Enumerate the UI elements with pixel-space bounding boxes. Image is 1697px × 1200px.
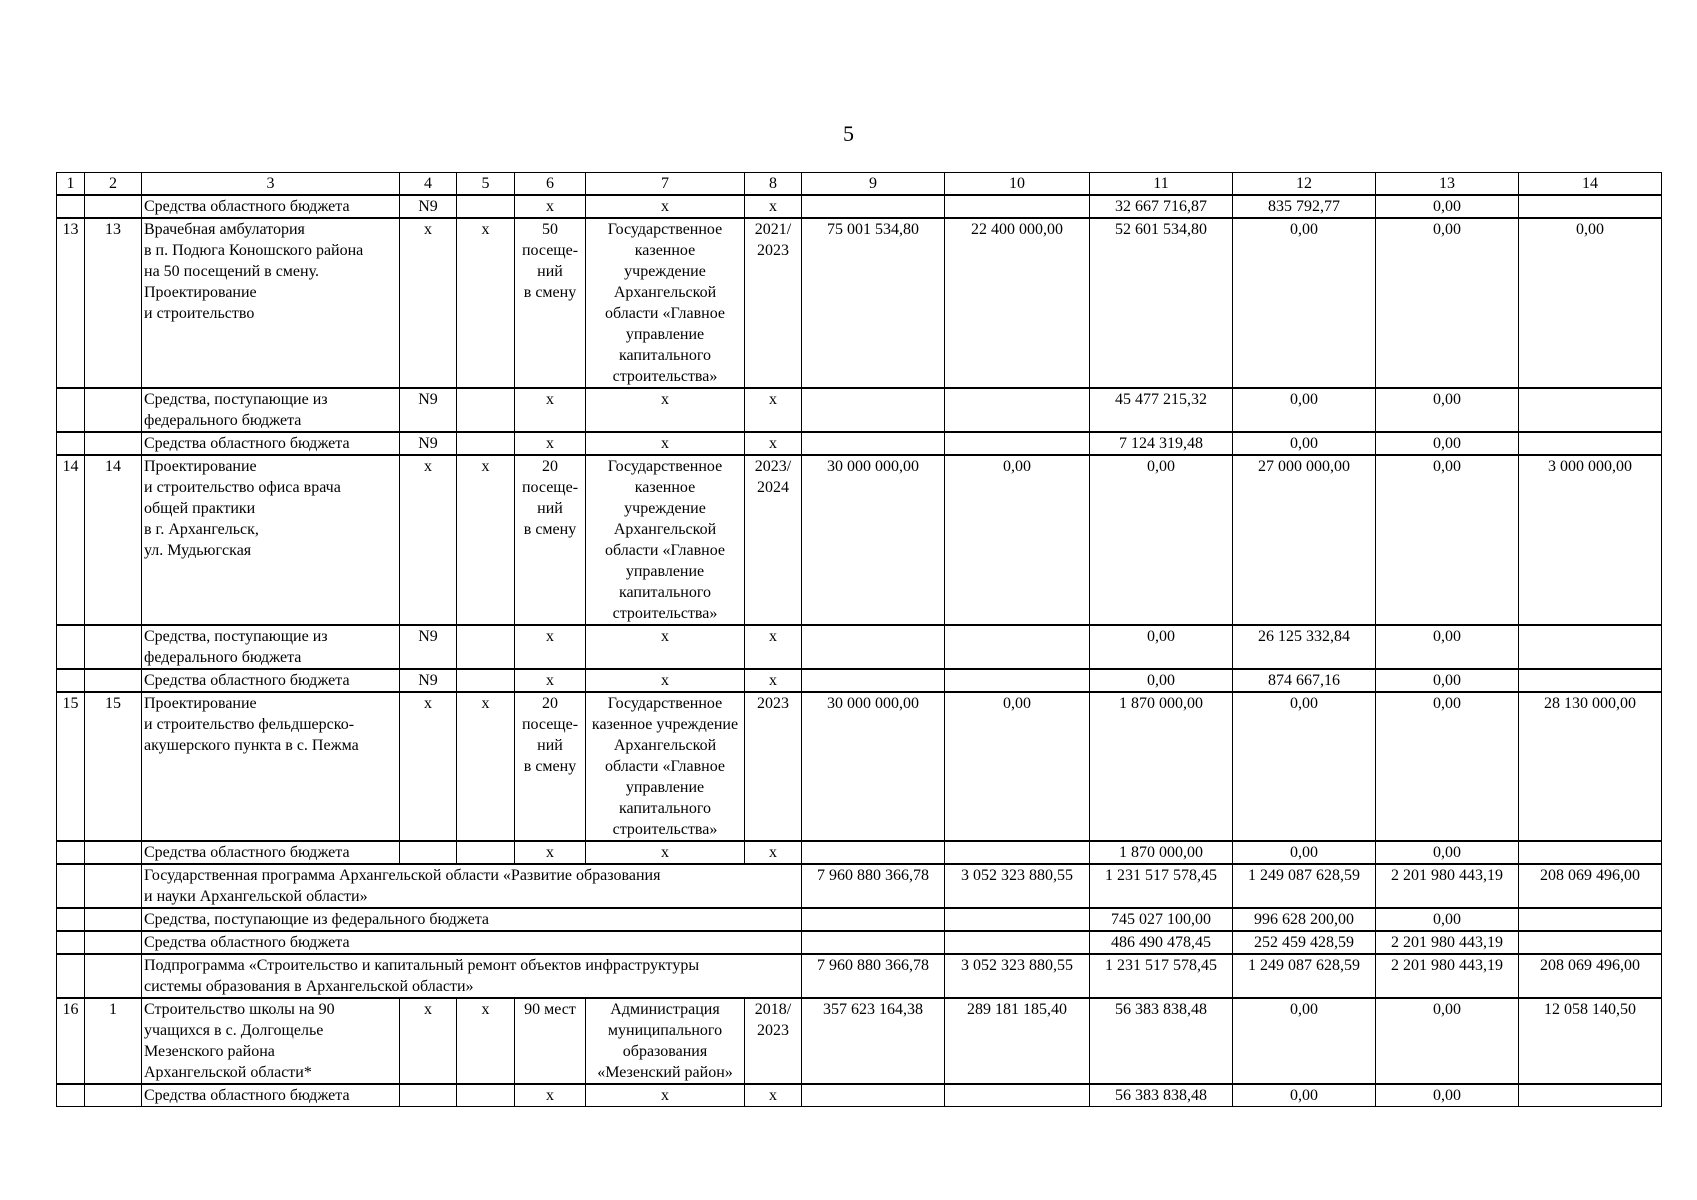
amount-cell: 252 459 428,59 xyxy=(1233,931,1376,954)
customer-cell: х xyxy=(586,841,745,864)
table-row xyxy=(57,218,1662,388)
capacity-cell: х xyxy=(515,195,586,218)
amount-cell: 0,00 xyxy=(1090,625,1233,669)
amount-cell: 835 792,77 xyxy=(1233,195,1376,218)
item-number-cell xyxy=(85,625,142,669)
table-row xyxy=(57,864,1662,908)
amount-cell: 3 000 000,00 xyxy=(1519,455,1662,625)
amount-cell xyxy=(1519,908,1662,931)
header-cell: 4 xyxy=(400,173,457,196)
table-row xyxy=(57,931,1662,954)
row-number-cell xyxy=(57,841,85,864)
header-cell: 8 xyxy=(745,173,802,196)
amount-cell: 30 000 000,00 xyxy=(802,692,945,841)
header-cell: 12 xyxy=(1233,173,1376,196)
item-number-cell xyxy=(85,195,142,218)
amount-cell xyxy=(945,388,1090,432)
item-number-cell xyxy=(85,931,142,954)
amount-cell xyxy=(945,625,1090,669)
amount-cell: 0,00 xyxy=(1090,455,1233,625)
program-name-cell: Средства, поступающие из федерального бюджета xyxy=(142,908,802,931)
amount-cell: 0,00 xyxy=(1376,669,1519,692)
col5-cell xyxy=(457,625,515,669)
col5-cell: х xyxy=(457,998,515,1084)
capacity-cell: 20 посеще- ний в смену xyxy=(515,455,586,625)
row-number-cell xyxy=(57,625,85,669)
customer-cell: х xyxy=(586,625,745,669)
amount-cell: 7 960 880 366,78 xyxy=(802,864,945,908)
customer-cell: х xyxy=(586,388,745,432)
col5-cell: х xyxy=(457,692,515,841)
object-name-cell: Врачебная амбулатория в п. Подюга Коношского района на 50 посещений в смену. Проектирование и строительство xyxy=(142,218,400,388)
item-number-cell xyxy=(85,388,142,432)
code-cell: х xyxy=(400,218,457,388)
capacity-cell: 20 посеще- ний в смену xyxy=(515,692,586,841)
code-cell: N9 xyxy=(400,669,457,692)
amount-cell: 0,00 xyxy=(1376,195,1519,218)
period-cell: 2023 xyxy=(745,692,802,841)
item-number-cell xyxy=(85,908,142,931)
capacity-cell: х xyxy=(515,669,586,692)
amount-cell: 0,00 xyxy=(1233,692,1376,841)
amount-cell: 12 058 140,50 xyxy=(1519,998,1662,1084)
col5-cell xyxy=(457,669,515,692)
row-number-cell xyxy=(57,1084,85,1107)
amount-cell xyxy=(945,908,1090,931)
amount-cell: 0,00 xyxy=(1376,455,1519,625)
object-name-cell: Строительство школы на 90 учащихся в с. Долгощелье Мезенского района Архангельской области* xyxy=(142,998,400,1084)
code-cell: N9 xyxy=(400,388,457,432)
amount-cell xyxy=(802,669,945,692)
amount-cell: 1 231 517 578,45 xyxy=(1090,864,1233,908)
code-cell: N9 xyxy=(400,195,457,218)
amount-cell xyxy=(945,669,1090,692)
table-row xyxy=(57,908,1662,931)
customer-cell: х xyxy=(586,1084,745,1107)
period-cell: х xyxy=(745,625,802,669)
amount-cell: 874 667,16 xyxy=(1233,669,1376,692)
row-number-cell: 14 xyxy=(57,455,85,625)
item-number-cell xyxy=(85,841,142,864)
amount-cell: 56 383 838,48 xyxy=(1090,998,1233,1084)
capacity-cell: 90 мест xyxy=(515,998,586,1084)
amount-cell: 75 001 534,80 xyxy=(802,218,945,388)
item-number-cell: 14 xyxy=(85,455,142,625)
amount-cell: 32 667 716,87 xyxy=(1090,195,1233,218)
capacity-cell: 50 посеще- ний в смену xyxy=(515,218,586,388)
amount-cell xyxy=(945,432,1090,455)
amount-cell xyxy=(945,1084,1090,1107)
object-name-cell: Проектирование и строительство офиса врача общей практики в г. Архангельск, ул. Мудьюгская xyxy=(142,455,400,625)
capacity-cell: х xyxy=(515,1084,586,1107)
amount-cell xyxy=(1519,432,1662,455)
amount-cell: 0,00 xyxy=(1376,998,1519,1084)
customer-cell: Государственное казенное учреждение Архангельской области «Главное управление капитального строительства» xyxy=(586,218,745,388)
amount-cell: 27 000 000,00 xyxy=(1233,455,1376,625)
table-row xyxy=(57,841,1662,864)
table-row xyxy=(57,669,1662,692)
row-number-cell: 15 xyxy=(57,692,85,841)
amount-cell xyxy=(945,195,1090,218)
row-number-cell xyxy=(57,195,85,218)
col5-cell xyxy=(457,388,515,432)
amount-cell: 745 027 100,00 xyxy=(1090,908,1233,931)
amount-cell: 0,00 xyxy=(1233,1084,1376,1107)
code-cell: х xyxy=(400,455,457,625)
object-name-cell: Проектирование и строительство фельдшерско- акушерского пункта в с. Пежма xyxy=(142,692,400,841)
header-cell: 7 xyxy=(586,173,745,196)
row-number-cell xyxy=(57,931,85,954)
amount-cell: 208 069 496,00 xyxy=(1519,954,1662,998)
header-cell: 10 xyxy=(945,173,1090,196)
amount-cell: 0,00 xyxy=(1376,388,1519,432)
object-name-cell: Средства областного бюджета xyxy=(142,432,400,455)
table-row xyxy=(57,954,1662,998)
col5-cell: х xyxy=(457,455,515,625)
col5-cell xyxy=(457,432,515,455)
amount-cell xyxy=(802,432,945,455)
table-row xyxy=(57,195,1662,218)
capacity-cell: х xyxy=(515,625,586,669)
period-cell: 2021/ 2023 xyxy=(745,218,802,388)
object-name-cell: Средства областного бюджета xyxy=(142,841,400,864)
row-number-cell xyxy=(57,388,85,432)
amount-cell: 1 231 517 578,45 xyxy=(1090,954,1233,998)
table-row xyxy=(57,998,1662,1084)
period-cell: 2023/ 2024 xyxy=(745,455,802,625)
row-number-cell: 16 xyxy=(57,998,85,1084)
amount-cell: 0,00 xyxy=(1376,218,1519,388)
col5-cell xyxy=(457,195,515,218)
header-cell: 13 xyxy=(1376,173,1519,196)
amount-cell: 0,00 xyxy=(1376,1084,1519,1107)
code-cell: х xyxy=(400,692,457,841)
table-row xyxy=(57,455,1662,625)
amount-cell: 52 601 534,80 xyxy=(1090,218,1233,388)
amount-cell: 7 124 319,48 xyxy=(1090,432,1233,455)
period-cell: х xyxy=(745,432,802,455)
amount-cell: 0,00 xyxy=(1376,625,1519,669)
customer-cell: Администрация муниципального образования «Мезенский район» xyxy=(586,998,745,1084)
header-cell: 14 xyxy=(1519,173,1662,196)
table-row xyxy=(57,432,1662,455)
amount-cell: 30 000 000,00 xyxy=(802,455,945,625)
amount-cell xyxy=(945,841,1090,864)
header-cell: 1 xyxy=(57,173,85,196)
object-name-cell: Средства областного бюджета xyxy=(142,669,400,692)
col5-cell xyxy=(457,841,515,864)
row-number-cell xyxy=(57,864,85,908)
header-cell: 5 xyxy=(457,173,515,196)
amount-cell: 0,00 xyxy=(1376,841,1519,864)
header-row xyxy=(57,173,1662,196)
amount-cell: 289 181 185,40 xyxy=(945,998,1090,1084)
amount-cell: 0,00 xyxy=(945,455,1090,625)
capacity-cell: х xyxy=(515,841,586,864)
amount-cell: 1 249 087 628,59 xyxy=(1233,954,1376,998)
item-number-cell xyxy=(85,954,142,998)
item-number-cell: 15 xyxy=(85,692,142,841)
row-number-cell xyxy=(57,669,85,692)
row-number-cell: 13 xyxy=(57,218,85,388)
amount-cell: 2 201 980 443,19 xyxy=(1376,864,1519,908)
col5-cell: х xyxy=(457,218,515,388)
period-cell: х xyxy=(745,388,802,432)
amount-cell xyxy=(802,625,945,669)
header-cell: 9 xyxy=(802,173,945,196)
amount-cell: 2 201 980 443,19 xyxy=(1376,954,1519,998)
amount-cell: 22 400 000,00 xyxy=(945,218,1090,388)
row-number-cell xyxy=(57,432,85,455)
page-number: 5 xyxy=(843,121,854,146)
customer-cell: х xyxy=(586,195,745,218)
amount-cell: 1 870 000,00 xyxy=(1090,692,1233,841)
capacity-cell: х xyxy=(515,432,586,455)
amount-cell: 26 125 332,84 xyxy=(1233,625,1376,669)
customer-cell: Государственное казенное учреждение Архангельской области «Главное управление капитального строительства» xyxy=(586,692,745,841)
program-name-cell: Государственная программа Архангельской области «Развитие образования и науки Архангельской области» xyxy=(142,864,802,908)
amount-cell xyxy=(802,841,945,864)
customer-cell: х xyxy=(586,432,745,455)
period-cell: х xyxy=(745,841,802,864)
amount-cell xyxy=(1519,841,1662,864)
item-number-cell xyxy=(85,432,142,455)
amount-cell: 3 052 323 880,55 xyxy=(945,954,1090,998)
program-name-cell: Средства областного бюджета xyxy=(142,931,802,954)
amount-cell: 0,00 xyxy=(1233,998,1376,1084)
header-cell: 6 xyxy=(515,173,586,196)
amount-cell: 357 623 164,38 xyxy=(802,998,945,1084)
amount-cell: 1 870 000,00 xyxy=(1090,841,1233,864)
amount-cell: 56 383 838,48 xyxy=(1090,1084,1233,1107)
row-number-cell xyxy=(57,908,85,931)
code-cell: N9 xyxy=(400,625,457,669)
code-cell xyxy=(400,841,457,864)
budget-table xyxy=(56,172,1662,1107)
item-number-cell xyxy=(85,1084,142,1107)
amount-cell xyxy=(1519,625,1662,669)
header-cell: 3 xyxy=(142,173,400,196)
period-cell: х xyxy=(745,1084,802,1107)
amount-cell: 0,00 xyxy=(1233,218,1376,388)
object-name-cell: Средства, поступающие из федерального бюджета xyxy=(142,625,400,669)
amount-cell xyxy=(802,195,945,218)
customer-cell: Государственное казенное учреждение Архангельской области «Главное управление капитального строительства» xyxy=(586,455,745,625)
table-row xyxy=(57,388,1662,432)
amount-cell: 28 130 000,00 xyxy=(1519,692,1662,841)
amount-cell: 7 960 880 366,78 xyxy=(802,954,945,998)
amount-cell: 0,00 xyxy=(1376,432,1519,455)
amount-cell: 0,00 xyxy=(1233,388,1376,432)
item-number-cell: 13 xyxy=(85,218,142,388)
col5-cell xyxy=(457,1084,515,1107)
amount-cell: 486 490 478,45 xyxy=(1090,931,1233,954)
header-cell: 11 xyxy=(1090,173,1233,196)
period-cell: х xyxy=(745,669,802,692)
amount-cell: 2 201 980 443,19 xyxy=(1376,931,1519,954)
amount-cell xyxy=(1519,1084,1662,1107)
object-name-cell: Средства, поступающие из федерального бюджета xyxy=(142,388,400,432)
object-name-cell: Средства областного бюджета xyxy=(142,195,400,218)
item-number-cell xyxy=(85,864,142,908)
amount-cell xyxy=(1519,931,1662,954)
code-cell xyxy=(400,1084,457,1107)
amount-cell: 45 477 215,32 xyxy=(1090,388,1233,432)
amount-cell: 0,00 xyxy=(1376,692,1519,841)
period-cell: 2018/ 2023 xyxy=(745,998,802,1084)
code-cell: N9 xyxy=(400,432,457,455)
amount-cell: 0,00 xyxy=(1233,432,1376,455)
amount-cell xyxy=(1519,669,1662,692)
amount-cell xyxy=(802,1084,945,1107)
header-cell: 2 xyxy=(85,173,142,196)
program-name-cell: Подпрограмма «Строительство и капитальный ремонт объектов инфраструктуры системы образования в Архангельской области» xyxy=(142,954,802,998)
amount-cell: 0,00 xyxy=(1090,669,1233,692)
amount-cell: 996 628 200,00 xyxy=(1233,908,1376,931)
capacity-cell: х xyxy=(515,388,586,432)
amount-cell: 1 249 087 628,59 xyxy=(1233,864,1376,908)
amount-cell: 0,00 xyxy=(945,692,1090,841)
amount-cell xyxy=(802,931,945,954)
amount-cell: 0,00 xyxy=(1519,218,1662,388)
amount-cell xyxy=(1519,195,1662,218)
row-number-cell xyxy=(57,954,85,998)
table-row xyxy=(57,625,1662,669)
amount-cell xyxy=(1519,388,1662,432)
amount-cell xyxy=(802,388,945,432)
customer-cell: х xyxy=(586,669,745,692)
amount-cell xyxy=(945,931,1090,954)
amount-cell: 0,00 xyxy=(1233,841,1376,864)
item-number-cell xyxy=(85,669,142,692)
amount-cell: 208 069 496,00 xyxy=(1519,864,1662,908)
amount-cell: 0,00 xyxy=(1376,908,1519,931)
table-row xyxy=(57,1084,1662,1107)
amount-cell: 3 052 323 880,55 xyxy=(945,864,1090,908)
period-cell: х xyxy=(745,195,802,218)
code-cell: х xyxy=(400,998,457,1084)
amount-cell xyxy=(802,908,945,931)
object-name-cell: Средства областного бюджета xyxy=(142,1084,400,1107)
item-number-cell: 1 xyxy=(85,998,142,1084)
table-row xyxy=(57,692,1662,841)
